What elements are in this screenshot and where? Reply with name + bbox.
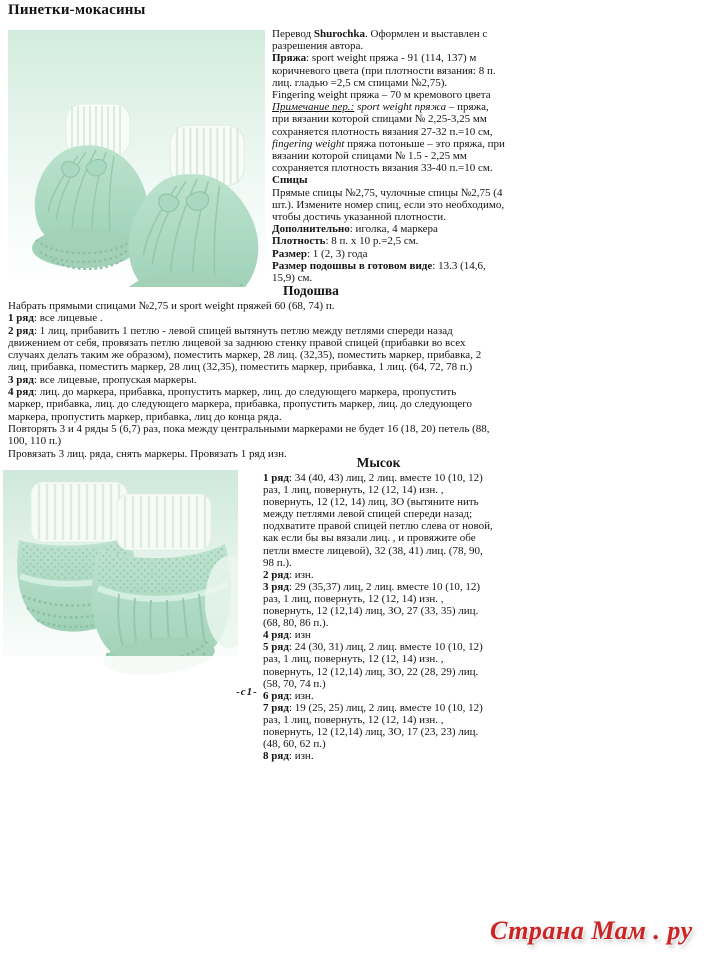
toe-row: 4 ряд: изн <box>263 629 311 642</box>
toe-row: 8 ряд: изн. <box>263 750 314 763</box>
sole-paragraph: Набрать прямыми спицами №2,75 и sport weight пряжей 60 (68, 74) п. <box>8 300 335 312</box>
info-paragraph: Размер: 1 (2, 3) года <box>272 247 368 260</box>
toe-instructions <box>263 472 494 762</box>
sole-paragraph: 4 ряд: лиц. до маркера, прибавка, пропустить маркер, лиц. до следующего маркера, пропустить маркер, прибавка, лиц. до следующего маркера, прибавка, пропустить маркер, лиц. до следующего маркера, пропустить маркер, прибавка, лиц до конца ряда. <box>8 386 472 423</box>
toe-row: 5 ряд: 24 (30, 31) лиц, 2 лиц. вместе 10 (10, 12) раз, 1 лиц, повернуть, 12 (12, 14) изн. , повернуть, 12 (12,14) лиц, ЗО, 22 (28, 29) лиц. (58, 70, 74 п.) <box>263 641 483 690</box>
info-paragraph: Спицы <box>272 174 308 187</box>
toe-row: 7 ряд: 19 (25, 25) лиц, 2 лиц. вместе 10 (10, 12) раз, 1 лиц, повернуть, 12 (12, 14) изн. , повернуть, 12 (12,14) лиц, ЗО, 17 (23, 23) лиц. (48, 60, 62 п.) <box>263 701 483 751</box>
info-paragraph: Fingering weight пряжа – 70 м кремового цвета <box>272 89 491 102</box>
sole-section <box>8 283 614 460</box>
sole-paragraph: 2 ряд: 1 лиц, прибавить 1 петлю - левой спицей вытянуть петлю между петлями спереди назад движением от себя, провязать петлю лицевой за заднюю стенку правой спицей (прибавки во всех случаях делать таким же образом), поместить маркер, 28 лиц. (32,35), поместить маркер, прибавка, 2 лиц, прибавка, поместить маркер, 28 лиц (32,35), поместить маркер, прибавка, 1 лиц. (64, 72, 78 п.) <box>8 324 482 374</box>
sole-paragraph: 1 ряд: все лицевые . <box>8 312 103 325</box>
booties-front-illustration <box>8 30 265 287</box>
info-paragraph: Размер подошвы в готовом виде: 13.3 (14,6, 15,9) см. <box>272 259 486 285</box>
toe-row: 1 ряд: 34 (40, 43) лиц, 2 лиц. вместе 10 (10, 12) раз, 1 лиц, повернуть, 12 (12, 14) изн. , повернуть, 12 (12, 14) лиц, ЗО (вытяните нить между петлями левой спицей спереди назад; подхватите правой спицей петлю слева от новой, как если бы вы вязали лиц. , и провяжите обе петли вместе лицевой), 32 (38, 41) лиц. (78, 90, 98 п.). <box>263 472 493 569</box>
toe-row: 3 ряд: 29 (35,37) лиц, 2 лиц. вместе 10 (10, 12) раз, 1 лиц, повернуть, 12 (12, 14) изн. , повернуть, 12 (12,14) лиц, ЗО, 27 (33, 35) лиц. (68, 80, 86 п.). <box>263 580 481 630</box>
info-paragraph: Прямые спицы №2,75, чулочные спицы №2,75 (4 шт.). Измените номер спиц, если это необходимо, чтобы достичь указанной плотности. <box>272 186 505 224</box>
sole-instructions <box>8 300 490 460</box>
site-watermark: Страна Мам . ру <box>490 916 693 945</box>
sole-paragraph: 3 ряд: все лицевые, пропуская маркеры. <box>8 373 197 386</box>
toe-section <box>263 455 494 762</box>
info-paragraph: Примечание пер.: sport weight пряжа – пряжа, при вязании которой спицами № 2,25-3,25 мм сохраняется плотность вязания 27-32 п.=10 см, fingering weight пряжа потоньше – это пряжа, при вязании которой спицами № 1.5 - 2,25 мм сохраняется плотность вязания 33-40 п.=10 см. <box>272 101 505 175</box>
sole-paragraph: Повторять 3 и 4 ряды 5 (6,7) раз, пока между центральными маркерами не будет 16 (18, 20) петель (88, 100, 110 п.) <box>8 422 490 448</box>
info-paragraph: Дополнительно: иголка, 4 маркера <box>272 223 438 236</box>
booties-photo-front <box>8 30 265 287</box>
pattern-info-panel <box>272 28 506 284</box>
booties-photo-back <box>3 470 238 680</box>
info-paragraph: Плотность: 8 п. х 10 р.=2,5 см. <box>272 235 419 248</box>
page-title: Пинетки-мокасины <box>8 2 146 18</box>
page-number-mark: -c1- <box>236 686 258 698</box>
info-paragraph: Пряжа: sport weight пряжа - 91 (114, 137) м коричневого цвета (при плотности вязания: 8 п. лиц. гладью =2,5 см спицами №2,75). <box>272 52 496 89</box>
toe-row: 2 ряд: изн. <box>263 568 314 581</box>
toe-heading: Мысок <box>356 455 401 470</box>
booties-back-illustration <box>3 470 238 680</box>
sole-paragraph: Провязать 3 лиц. ряда, снять маркеры. Провязать 1 ряд изн. <box>8 447 287 460</box>
toe-row: 6 ряд: изн. <box>263 689 314 702</box>
info-paragraph: Перевод Shurochka. Оформлен и выставлен с разрешения автора. <box>272 28 488 53</box>
sole-heading: Подошва <box>283 283 339 298</box>
